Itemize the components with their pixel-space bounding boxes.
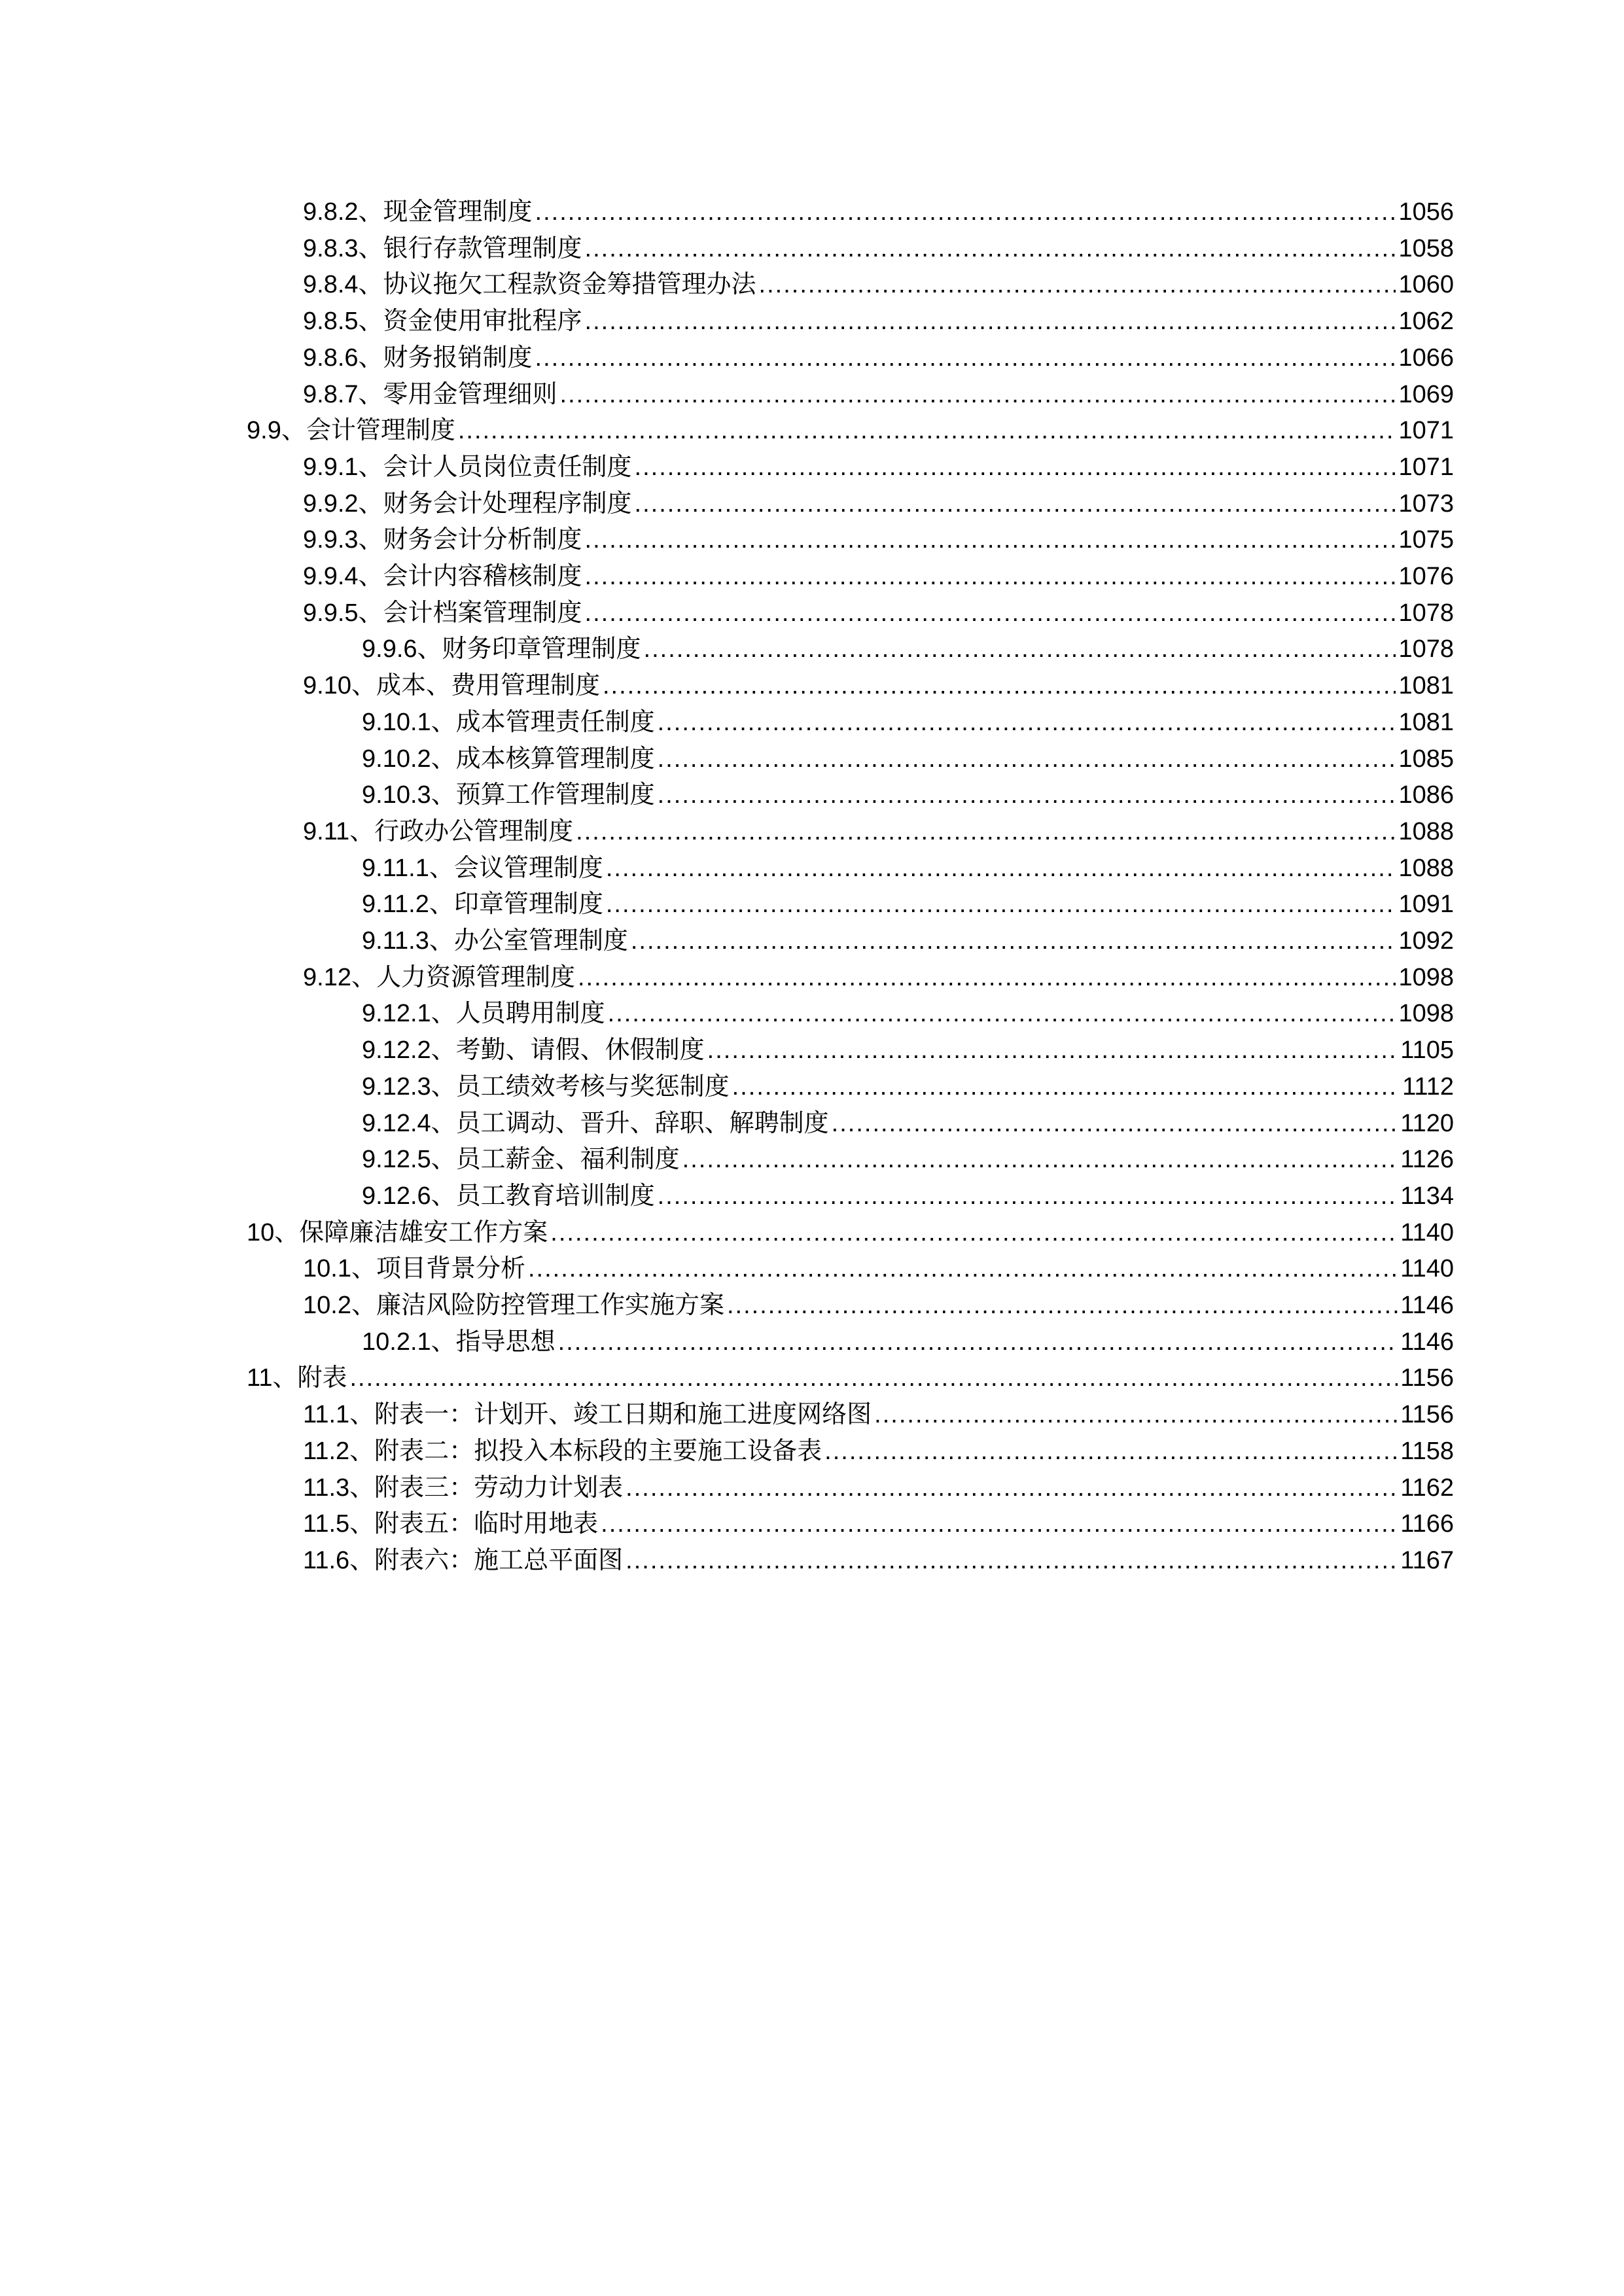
dot-leader — [576, 813, 1396, 850]
dot-leader — [603, 667, 1396, 704]
toc-entry-title: 10.2、廉洁风险防控管理工作实施方案 — [303, 1292, 724, 1319]
dot-leader — [558, 1324, 1398, 1360]
dot-leader — [832, 1105, 1398, 1142]
toc-entry-page: 1112 — [1402, 1072, 1454, 1101]
toc-entry-page: 1156 — [1400, 1364, 1454, 1392]
toc-entry-page: 1092 — [1398, 927, 1454, 955]
dot-leader — [535, 340, 1396, 376]
toc-entry-title: 9.8.5、资金使用审批程序 — [303, 308, 582, 336]
toc-entry-title: 11.3、附表三：劳动力计划表 — [303, 1474, 624, 1502]
toc-entry-title: 9.8.2、现金管理制度 — [303, 198, 533, 226]
toc-entry-page: 1098 — [1398, 963, 1454, 991]
toc-entry[interactable] — [303, 558, 1454, 595]
dot-leader — [585, 521, 1396, 558]
toc-entry-title: 11.2、附表二：拟投入本标段的主要施工设备表 — [303, 1437, 822, 1465]
toc-entry-title: 9.8.3、银行存款管理制度 — [303, 234, 582, 262]
toc-entry[interactable] — [362, 741, 1454, 777]
toc-entry-title: 9.9.3、财务会计分析制度 — [303, 526, 582, 554]
dot-leader — [528, 1250, 1398, 1287]
toc-entry[interactable] — [303, 667, 1454, 704]
toc-entry[interactable] — [247, 412, 1454, 449]
toc-entry[interactable] — [362, 631, 1454, 667]
dot-leader — [631, 923, 1396, 959]
dot-leader — [824, 1433, 1398, 1470]
toc-entry[interactable] — [303, 1542, 1454, 1579]
toc-entry-title: 11、附表 — [247, 1364, 347, 1392]
toc-entry[interactable] — [362, 704, 1454, 741]
toc-entry-page: 1091 — [1398, 891, 1454, 919]
toc-entry-page: 1158 — [1400, 1437, 1454, 1465]
toc-entry-title: 9.11、行政办公管理制度 — [303, 817, 574, 845]
toc-entry-title: 11.5、附表五：临时用地表 — [303, 1510, 599, 1538]
toc-entry-title: 9.12、人力资源管理制度 — [303, 963, 575, 991]
toc-entry[interactable] — [303, 1250, 1454, 1287]
toc-entry-page: 1078 — [1398, 599, 1454, 627]
toc-entry-page: 1086 — [1398, 781, 1454, 809]
dot-leader — [550, 1214, 1398, 1251]
toc-entry-title: 9.12.2、考勤、请假、休假制度 — [362, 1036, 705, 1065]
dot-leader — [658, 1178, 1398, 1214]
dot-leader — [658, 741, 1396, 777]
toc-entry-page: 1081 — [1398, 708, 1454, 736]
dot-leader — [874, 1396, 1398, 1433]
toc-entry-page: 1088 — [1398, 854, 1454, 882]
toc-entry[interactable] — [303, 449, 1454, 486]
dot-leader — [626, 1470, 1398, 1506]
toc-entry-title: 9.9.4、会计内容稽核制度 — [303, 563, 582, 590]
dot-leader — [658, 777, 1396, 813]
toc-entry[interactable] — [362, 886, 1454, 923]
toc-entry-title: 11.1、附表一：计划开、竣工日期和施工进度网络图 — [303, 1401, 872, 1429]
dot-leader — [601, 1506, 1398, 1542]
toc-entry-title: 9.10.3、预算工作管理制度 — [362, 781, 655, 809]
dot-leader — [658, 704, 1396, 741]
dot-leader — [606, 850, 1396, 887]
toc-entry-title: 9.9.5、会计档案管理制度 — [303, 599, 582, 627]
toc-entry-page: 1140 — [1400, 1218, 1454, 1246]
dot-leader — [585, 558, 1396, 595]
toc-entry[interactable] — [303, 340, 1454, 376]
toc-entry-title: 9.8.4、协议拖欠工程款资金筹措管理办法 — [303, 271, 756, 299]
dot-leader — [349, 1360, 1398, 1396]
dot-leader — [644, 631, 1396, 667]
toc-entry-title: 9.11.3、办公室管理制度 — [362, 927, 628, 955]
toc-entry-page: 1120 — [1400, 1109, 1454, 1137]
toc-entry[interactable] — [362, 1069, 1454, 1105]
toc-entry-page: 1078 — [1398, 635, 1454, 663]
toc-entry-page: 1056 — [1398, 198, 1454, 226]
toc-entry-page: 1162 — [1400, 1474, 1454, 1502]
dot-leader — [635, 449, 1396, 486]
toc-entry-title: 9.10.2、成本核算管理制度 — [362, 745, 655, 773]
toc-entry[interactable] — [303, 486, 1454, 522]
toc-entry-title: 9.9、会计管理制度 — [247, 417, 455, 445]
toc-entry-page: 1060 — [1398, 271, 1454, 299]
dot-leader — [458, 412, 1396, 449]
toc-entry-title: 9.12.3、员工绩效考核与奖惩制度 — [362, 1072, 730, 1101]
toc-entry-page: 1076 — [1398, 563, 1454, 590]
toc-entry-title: 9.12.4、员工调动、晋升、辞职、解聘制度 — [362, 1109, 829, 1137]
toc-entry-title: 11.6、附表六：施工总平面图 — [303, 1546, 624, 1574]
dot-leader — [682, 1141, 1398, 1178]
toc-entry-page: 1105 — [1400, 1036, 1454, 1065]
toc-entry-page: 1134 — [1400, 1182, 1454, 1210]
toc-entry-title: 9.9.2、财务会计处理程序制度 — [303, 489, 632, 518]
toc-entry[interactable] — [303, 1433, 1454, 1470]
toc-entry[interactable] — [303, 1396, 1454, 1433]
toc-entry[interactable] — [362, 777, 1454, 813]
toc-entry[interactable] — [303, 376, 1454, 413]
toc-entry[interactable] — [303, 1287, 1454, 1324]
toc-entry-title: 9.9.1、会计人员岗位责任制度 — [303, 453, 632, 481]
dot-leader — [732, 1069, 1400, 1105]
toc-entry[interactable] — [362, 1178, 1454, 1214]
toc-entry-title: 9.11.2、印章管理制度 — [362, 891, 603, 919]
toc-entry[interactable] — [303, 1470, 1454, 1506]
toc-entry[interactable] — [362, 1105, 1454, 1142]
dot-leader — [585, 595, 1396, 631]
toc-entry-page: 1058 — [1398, 234, 1454, 262]
toc-entry[interactable] — [303, 194, 1454, 230]
toc-entry-page: 1140 — [1400, 1255, 1454, 1283]
toc-entry-page: 1167 — [1400, 1546, 1454, 1574]
toc-entry-page: 1071 — [1398, 453, 1454, 481]
toc-entry[interactable] — [303, 1506, 1454, 1542]
toc-entry-page: 1073 — [1398, 489, 1454, 518]
toc-entry-page: 1088 — [1398, 817, 1454, 845]
toc-entry[interactable] — [303, 813, 1454, 850]
toc-entry-title: 9.11.1、会议管理制度 — [362, 854, 603, 882]
toc-entry[interactable] — [303, 230, 1454, 267]
toc-entry-page: 1066 — [1398, 344, 1454, 372]
dot-leader — [585, 303, 1396, 340]
toc-entry-title: 9.12.6、员工教育培训制度 — [362, 1182, 655, 1210]
toc-entry[interactable] — [362, 1032, 1454, 1069]
toc-entry-title: 10、保障廉洁雄安工作方案 — [247, 1218, 548, 1246]
dot-leader — [560, 376, 1396, 413]
toc-entry[interactable] — [362, 923, 1454, 959]
toc-entry[interactable] — [247, 1360, 1454, 1396]
dot-leader — [707, 1032, 1398, 1069]
toc-entry-page: 1146 — [1400, 1292, 1454, 1319]
toc-entry-title: 9.12.1、人员聘用制度 — [362, 1000, 605, 1028]
dot-leader — [635, 486, 1396, 522]
toc-entry-page: 1146 — [1400, 1328, 1454, 1356]
dot-leader — [585, 230, 1396, 267]
toc-entry[interactable] — [303, 303, 1454, 340]
toc-entry[interactable] — [303, 959, 1454, 996]
toc-entry-title: 9.8.6、财务报销制度 — [303, 344, 533, 372]
dot-leader — [608, 995, 1396, 1032]
toc-entry[interactable] — [303, 595, 1454, 631]
toc-entry-title: 10.2.1、指导思想 — [362, 1328, 556, 1356]
toc-entry[interactable] — [247, 1214, 1454, 1251]
toc-entry-title: 9.8.7、零用金管理细则 — [303, 380, 557, 408]
toc-entry-page: 1071 — [1398, 417, 1454, 445]
toc-entry[interactable] — [362, 1324, 1454, 1360]
toc-entry[interactable] — [303, 266, 1454, 303]
toc-entry[interactable] — [362, 850, 1454, 887]
toc-entry-title: 9.12.5、员工薪金、福利制度 — [362, 1146, 680, 1174]
toc-entry-page: 1081 — [1398, 672, 1454, 700]
toc-entry[interactable] — [362, 995, 1454, 1032]
dot-leader — [535, 194, 1396, 230]
toc-entry-page: 1085 — [1398, 745, 1454, 773]
toc-entry-title: 9.10、成本、费用管理制度 — [303, 672, 600, 700]
dot-leader — [727, 1287, 1398, 1324]
toc-entry-page: 1156 — [1400, 1401, 1454, 1429]
toc-entry[interactable] — [362, 1141, 1454, 1178]
toc-entry-title: 9.10.1、成本管理责任制度 — [362, 708, 655, 736]
toc-entry[interactable] — [303, 521, 1454, 558]
dot-leader — [626, 1542, 1398, 1579]
dot-leader — [759, 266, 1396, 303]
toc-entry-page: 1062 — [1398, 308, 1454, 336]
toc-entry-page: 1126 — [1400, 1146, 1454, 1174]
dot-leader — [578, 959, 1396, 996]
toc-entry-title: 10.1、项目背景分析 — [303, 1255, 525, 1283]
toc-entry-page: 1069 — [1398, 380, 1454, 408]
toc-entry-page: 1075 — [1398, 526, 1454, 554]
toc-entry-page: 1098 — [1398, 1000, 1454, 1028]
dot-leader — [606, 886, 1396, 923]
toc-entry-title: 9.9.6、财务印章管理制度 — [362, 635, 641, 663]
toc-entry-page: 1166 — [1400, 1510, 1454, 1538]
